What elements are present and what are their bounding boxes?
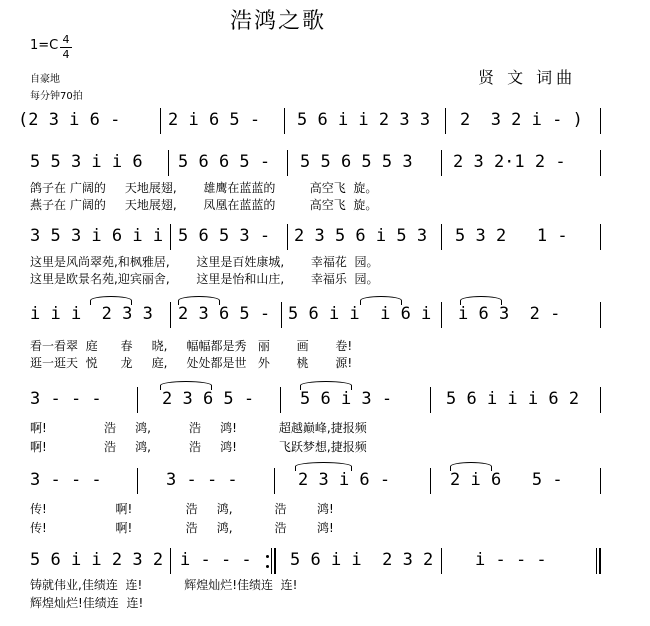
- time-signature-top: 4: [62, 33, 70, 46]
- lyric-verse-2: 逛一逛天 悦 龙 庭, 处处都是世 外 桃 源!: [30, 356, 353, 370]
- barline: [281, 302, 282, 328]
- measure-2: 5 6 6 5 -: [178, 152, 271, 172]
- measure-2: 2 3 6 5 -: [162, 389, 255, 409]
- lyric-verse-2: 这里是欧景名苑,迎宾丽舍, 这里是怡和山庄, 幸福乐 园。: [30, 272, 379, 286]
- measure-4: 5 3 2 1 -: [455, 226, 568, 246]
- final-barline: [596, 548, 597, 574]
- barline: [137, 387, 138, 413]
- lyric-verse-1: 铸就伟业,佳绩连 连! 辉煌灿烂!佳绩连 连!: [30, 578, 298, 592]
- lyric-verse-1: 啊! 浩 鸿, 浩 鸿! 超越巅峰,捷报频: [30, 421, 367, 435]
- barline: [600, 150, 601, 176]
- measure-2: 2 i 6 5 -: [168, 110, 261, 130]
- measure-3: 2 3 i 6 -: [298, 470, 391, 490]
- measure-3: 2 3 5 6 i 5 3: [294, 226, 428, 246]
- measure-2: 5 6 5 3 -: [178, 226, 271, 246]
- tempo-marking: 每分钟70拍: [30, 91, 83, 102]
- repeat-barline-thick: [274, 548, 276, 574]
- key-signature: 1=C: [30, 38, 59, 53]
- barline: [600, 387, 601, 413]
- lyric-verse-1: 这里是风尚翠苑,和枫雅居, 这里是百姓康城, 幸福花 园。: [30, 255, 379, 269]
- measure-4: 2 3 2·1 2 -: [453, 152, 566, 172]
- note-line: [0, 148, 650, 176]
- measure-4: 2 i 6 5 -: [450, 470, 563, 490]
- barline: [441, 548, 442, 574]
- barline: [430, 387, 431, 413]
- measure-4: i - - -: [475, 550, 547, 570]
- measure-4: 5 6 i i i 6 2: [446, 389, 580, 409]
- repeat-dot: [266, 565, 269, 568]
- measure-3: 5 6 i i i 6 i: [288, 304, 432, 324]
- barline: [170, 302, 171, 328]
- measure-1: 5 5 3 i i 6: [30, 152, 143, 172]
- repeat-dot: [266, 555, 269, 558]
- lyric-verse-2: 啊! 浩 鸿, 浩 鸿! 飞跃梦想,捷报频: [30, 440, 367, 454]
- repeat-barline: [271, 548, 272, 574]
- lyric-verse-2: 辉煌灿烂!佳绩连 连!: [30, 596, 144, 610]
- note-line: [0, 385, 650, 413]
- expression-marking: 自豪地: [30, 74, 60, 85]
- lyric-verse-1: 传! 啊! 浩 鸿, 浩 鸿!: [30, 502, 334, 516]
- measure-3: 5 6 i i 2 3 2: [290, 550, 434, 570]
- measure-4: i 6 3 2 -: [458, 304, 561, 324]
- score-row-4: [0, 300, 650, 380]
- measure-4: 2 3 2 i - ): [460, 110, 583, 130]
- barline: [170, 548, 171, 574]
- barline: [284, 108, 285, 134]
- barline: [441, 302, 442, 328]
- measure-3: 5 6 i 3 -: [300, 389, 393, 409]
- song-title: 浩鸿之歌: [230, 9, 327, 34]
- score-row-6: [0, 466, 650, 546]
- measure-1: (2 3 i 6 -: [18, 110, 121, 130]
- measure-2: i - - -: [180, 550, 252, 570]
- barline: [600, 224, 601, 250]
- barline: [168, 150, 169, 176]
- measure-1: 3 - - -: [30, 389, 102, 409]
- score-row-5: [0, 385, 650, 465]
- author-credit: 贤 文 词曲: [478, 68, 577, 87]
- barline: [280, 387, 281, 413]
- measure-1: 5 6 i i 2 3 2: [30, 550, 164, 570]
- measure-1: i i i 2 3 3: [30, 304, 153, 324]
- note-line: [0, 546, 650, 574]
- final-barline-thick: [599, 548, 601, 574]
- measure-1: 3 5 3 i 6 i i: [30, 226, 164, 246]
- lyric-verse-2: 传! 啊! 浩 鸿, 浩 鸿!: [30, 521, 334, 535]
- measure-2: 3 - - -: [166, 470, 238, 490]
- note-line: [0, 300, 650, 328]
- barline: [445, 108, 446, 134]
- barline: [287, 150, 288, 176]
- score-row-2: [0, 148, 650, 228]
- barline: [170, 224, 171, 250]
- barline: [441, 150, 442, 176]
- measure-2: 2 3 6 5 -: [178, 304, 271, 324]
- barline: [137, 468, 138, 494]
- barline: [430, 468, 431, 494]
- barline: [274, 468, 275, 494]
- measure-1: 3 - - -: [30, 470, 102, 490]
- barline: [441, 224, 442, 250]
- note-line: [0, 222, 650, 250]
- time-signature: [60, 34, 72, 61]
- barline: [160, 108, 161, 134]
- lyric-verse-2: 燕子在 广阔的 天地展翅, 凤凰在蓝蓝的 高空飞 旋。: [30, 198, 378, 212]
- measure-3: 5 5 6 5 5 3: [300, 152, 413, 172]
- note-line: [0, 106, 650, 134]
- time-signature-bottom: 4: [62, 48, 70, 61]
- lyric-verse-1: 看一看翠 庭 春 晓, 幅幅都是秀 丽 画 卷!: [30, 339, 353, 353]
- barline: [287, 224, 288, 250]
- score-row-3: [0, 222, 650, 302]
- lyric-verse-1: 鸽子在 广阔的 天地展翅, 雄鹰在蓝蓝的 高空飞 旋。: [30, 181, 378, 195]
- score-row-7: [0, 546, 650, 626]
- barline: [600, 108, 601, 134]
- measure-3: 5 6 i i 2 3 3: [297, 110, 431, 130]
- barline: [600, 302, 601, 328]
- note-line: [0, 466, 650, 494]
- barline: [600, 468, 601, 494]
